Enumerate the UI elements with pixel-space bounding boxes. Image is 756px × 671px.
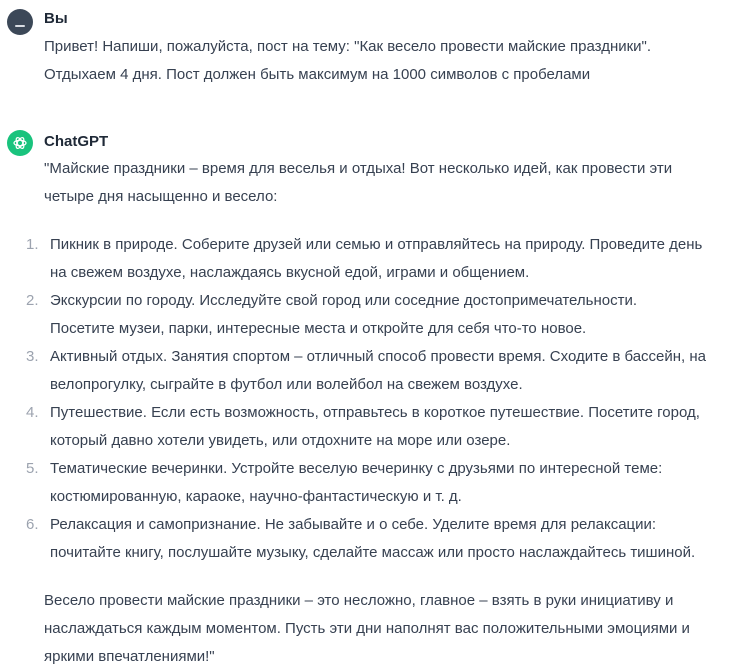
user-message-text: [44, 33, 744, 89]
assistant-intro-line: четыре дня насыщенно и весело:: [44, 188, 278, 205]
list-item-text: Путешествие. Если есть возможность, отправьтесь в короткое путешествие. Посетите город,: [50, 404, 700, 421]
list-item-number: 3.: [26, 348, 39, 365]
list-item: [0, 287, 740, 343]
assistant-author-name: ChatGPT: [44, 133, 109, 150]
assistant-outro-line: яркими впечатлениями!": [44, 648, 215, 665]
list-item-text: Экскурсии по городу. Исследуйте свой город или соседние достопримечательности.: [50, 292, 637, 309]
user-avatar-icon: [15, 25, 25, 27]
list-item-number: 4.: [26, 404, 39, 421]
user-avatar: [7, 9, 33, 35]
list-item-text: который давно хотели увидеть, или отдохните на море или озере.: [50, 432, 511, 449]
assistant-outro-line: Весело провести майские праздники – это несложно, главное – взять в руки инициативу и: [44, 592, 674, 609]
list-item-text: Посетите музеи, парки, интересные места и откройте для себя что-то новое.: [50, 320, 587, 337]
list-item-text: костюмированную, караоке, научно-фантастическую и т. д.: [50, 488, 462, 505]
list-item-number: 1.: [26, 236, 39, 253]
openai-logo-icon: [11, 134, 29, 152]
list-item-number: 5.: [26, 460, 39, 477]
assistant-outro-line: наслаждаться каждым моментом. Пусть эти дни наполнят вас положительными эмоциями и: [44, 620, 690, 637]
list-item: [0, 343, 740, 399]
list-item: [0, 455, 740, 511]
user-message-line: Привет! Напиши, пожалуйста, пост на тему: "Как весело провести майские праздники".: [44, 38, 652, 55]
list-item: [0, 511, 740, 567]
list-item-text: велопрогулку, сыграйте в футбол или волейбол на свежем воздухе.: [50, 376, 523, 393]
chatgpt-avatar: [7, 130, 33, 156]
list-item-text: почитайте книгу, послушайте музыку, сделайте массаж или просто наслаждайтесь тишиной.: [50, 544, 696, 561]
ideas-list: [0, 231, 756, 567]
assistant-intro: [44, 155, 744, 211]
list-item-text: Релаксация и самопризнание. Не забывайте и о себе. Уделите время для релаксации:: [50, 516, 657, 533]
user-message-line: Отдыхаем 4 дня. Пост должен быть максимум на 1000 символов с пробелами: [44, 66, 591, 83]
list-item-text: Тематические вечеринки. Устройте веселую вечеринку с друзьями по интересной теме:: [50, 460, 663, 477]
list-item: [0, 399, 740, 455]
list-item-text: Пикник в природе. Соберите друзей или семью и отправляйтесь на природу. Проведите день: [50, 236, 703, 253]
list-item-number: 2.: [26, 292, 39, 309]
list-item-text: Активный отдых. Занятия спортом – отличный способ провести время. Сходите в бассейн, на: [50, 348, 707, 365]
assistant-outro: [44, 587, 744, 671]
list-item: [0, 231, 740, 287]
list-item-text: на свежем воздухе, наслаждаясь вкусной едой, играми и общением.: [50, 264, 530, 281]
list-item-number: 6.: [26, 516, 39, 533]
assistant-intro-line: "Майские праздники – время для веселья и отдыха! Вот несколько идей, как провести эти: [44, 160, 673, 177]
user-author-name: Вы: [44, 10, 68, 27]
